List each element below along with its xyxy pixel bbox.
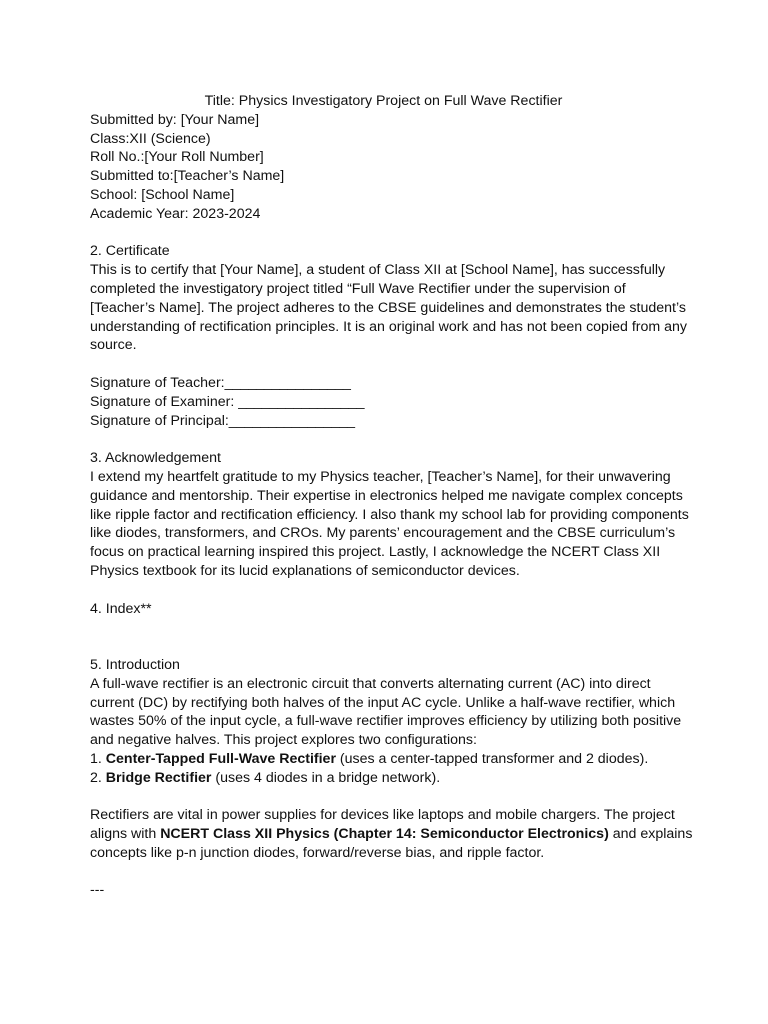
list-item-rest: (uses 4 diodes in a bridge network). (211, 769, 441, 786)
certificate-text-line: understanding of rectification principles. It is an original work and has not been copied from any (90, 318, 688, 335)
acknowledgement-text-line: I extend my heartfelt gratitude to my Physics teacher, [Teacher’s Name], for their unwavering (90, 468, 671, 485)
introduction-heading: 5. Introduction (90, 656, 180, 673)
signature-principal: Signature of Principal:________________ (90, 412, 356, 429)
spacer (90, 787, 690, 806)
introduction-text-line: and negative halves. This project explores two configurations: (90, 732, 477, 749)
submitted-to: Submitted to:[Teacher’s Name] (90, 168, 285, 185)
spacer (90, 355, 690, 374)
spacer (90, 581, 690, 600)
list-item (90, 769, 690, 788)
school-name: School: [School Name] (90, 186, 235, 203)
spacer (90, 863, 690, 882)
introduction-text-line: wastes 50% of the input cycle, a full-wave rectifier improves efficiency by utilizing both positive (90, 713, 682, 730)
index-heading: 4. Index** (90, 600, 152, 617)
roll-number: Roll No.:[Your Roll Number] (90, 149, 264, 166)
closing-text-line: concepts like p-n junction diodes, forward/reverse bias, and ripple factor. (90, 844, 545, 861)
list-item-rest: (uses a center-tapped transformer and 2 diodes). (335, 750, 649, 767)
introduction-text-line: current (DC) by rectifying both halves of the input AC cycle. Unlike a half-wave rectifier, which (90, 694, 676, 711)
acknowledgement-text-line: Physics textbook for its lucid explanations of semiconductor devices. (90, 562, 520, 579)
closing-text-line (90, 825, 693, 844)
certificate-text-line: [Teacher’s Name]. The project adheres to the CBSE guidelines and demonstrates the student’s (90, 299, 686, 316)
introduction-text-line: A full-wave rectifier is an electronic circuit that converts alternating current (AC) into direct (90, 675, 651, 692)
ncert-reference: NCERT Class XII Physics (Chapter 14: Semiconductor Electronics) (160, 826, 609, 843)
class-line: Class:XII (Science) (90, 130, 211, 147)
closing-text-pre: aligns with (90, 826, 161, 843)
certificate-text-line: source. (90, 337, 137, 354)
closing-text-line: Rectifiers are vital in power supplies for devices like laptops and mobile chargers. The project (90, 807, 675, 824)
acknowledgement-heading: 3. Acknowledgement (90, 450, 221, 467)
closing-text-post: and explains (608, 826, 693, 843)
document-page (90, 92, 693, 900)
list-item-bold: Bridge Rectifier (105, 769, 212, 786)
academic-year: Academic Year: 2023-2024 (90, 205, 261, 222)
document-title: Title: Physics Investigatory Project on Full Wave Rectifier (204, 93, 563, 109)
signature-teacher: Signature of Teacher:________________ (90, 374, 351, 391)
separator: --- (90, 882, 105, 899)
signature-examiner: Signature of Examiner: ________________ (90, 393, 365, 410)
spacer (90, 430, 690, 449)
acknowledgement-text-line: like ripple factor and rectification efficiency. I also thank my school lab for providing components (90, 506, 689, 523)
list-number: 2. (90, 769, 106, 786)
certificate-text-line: This is to certify that [Your Name], a student of Class XII at [School Name], has successfully (90, 262, 666, 279)
certificate-text-line: completed the investigatory project titled “Full Wave Rectifier under the supervision of (90, 280, 626, 297)
list-item (90, 750, 690, 769)
acknowledgement-text-line: like diodes, transformers, and CROs. My parents’ encouragement and the CBSE curriculum’s (90, 525, 676, 542)
spacer (90, 637, 690, 656)
spacer (90, 224, 690, 243)
list-number: 1. (90, 750, 106, 767)
certificate-heading: 2. Certificate (90, 243, 170, 260)
acknowledgement-text-line: focus on practical learning inspired this project. Lastly, I acknowledge the NCERT Class XII (90, 544, 661, 561)
spacer (90, 618, 690, 637)
acknowledgement-text-line: guidance and mentorship. Their expertise in electronics helped me navigate complex concepts (90, 487, 683, 504)
list-item-bold: Center-Tapped Full-Wave Rectifier (105, 750, 336, 767)
submitted-by: Submitted by: [Your Name] (90, 111, 260, 128)
